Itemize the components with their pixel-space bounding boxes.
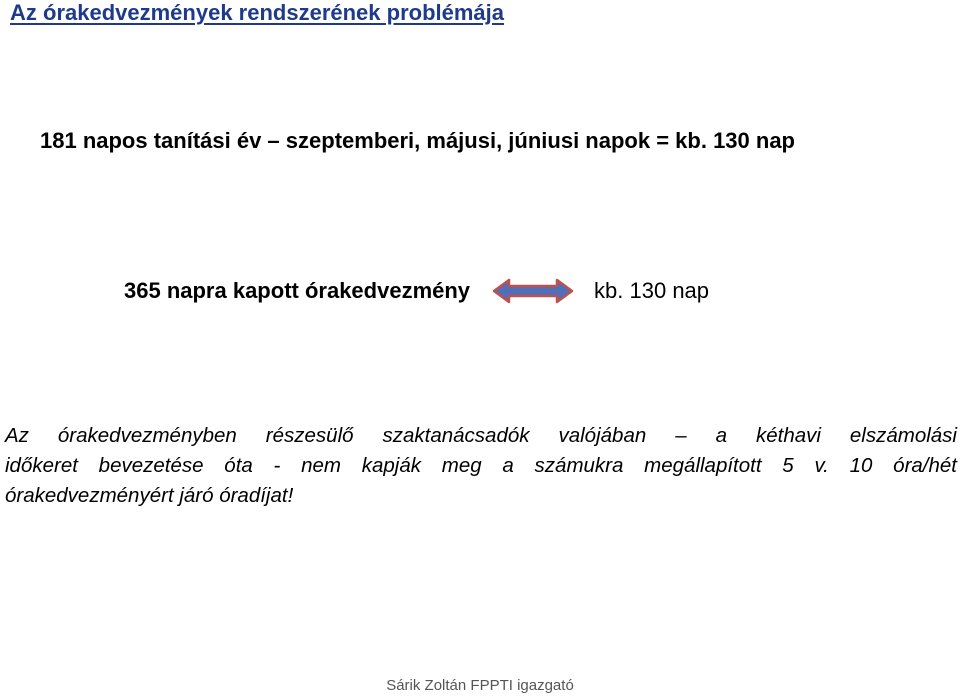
paragraph-line: időkeret bevezetése óta - nem kapják meg a számukra megállapított 5 v. 10 óra/hét (5, 454, 957, 477)
paragraph-line: Az órakedvezményben részesülő szaktanácsadók valójában – a kéthavi elszámolási (5, 424, 957, 447)
slide-footer: Sárik Zoltán FPPTI igazgató (386, 677, 574, 694)
school-year-statement: 181 napos tanítási év – szeptemberi, májusi, júniusi napok = kb. 130 nap (40, 128, 795, 153)
double-arrow-icon (492, 277, 574, 305)
paragraph-line: órakedvezményért járó óradíjat! (5, 484, 294, 507)
slide-title: Az órakedvezmények rendszerének problémája (10, 0, 505, 25)
explanation-paragraph (5, 421, 957, 511)
comparison-left-text: 365 napra kapott órakedvezmény (124, 278, 471, 303)
comparison-right-text: kb. 130 nap (594, 278, 710, 303)
comparison-row (124, 276, 709, 306)
